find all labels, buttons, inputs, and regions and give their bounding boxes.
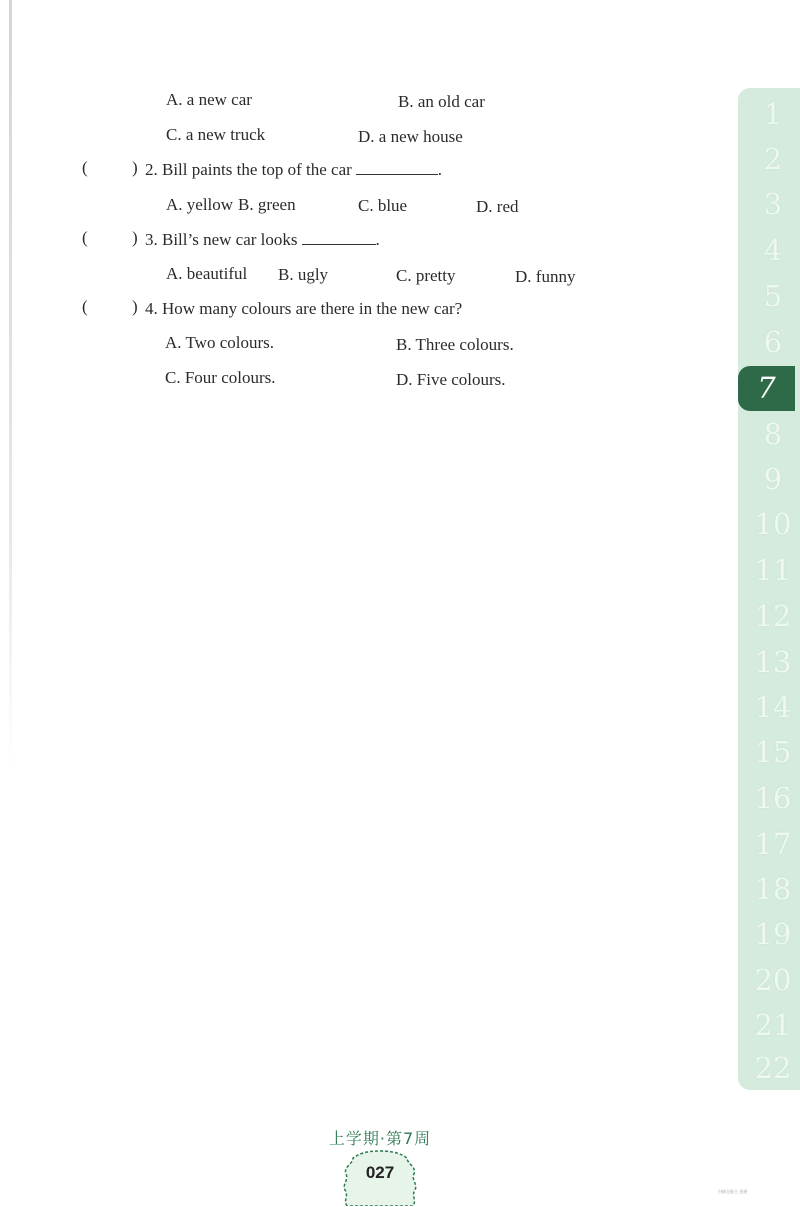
week-tab-2[interactable]: 2 (763, 142, 783, 176)
week-tab-15[interactable]: 15 (754, 735, 792, 769)
q1-option-d: D. a new house (358, 127, 463, 146)
q2-option-b: B. green (238, 195, 296, 214)
q2-option-d: D. red (476, 197, 519, 216)
week-tab-strip (738, 88, 800, 1090)
week-tab-4[interactable]: 4 (763, 233, 783, 267)
q1-option-b: B. an old car (398, 92, 485, 111)
q3-stem-text: 3. Bill’s new car looks (145, 230, 298, 249)
week-tab-21[interactable]: 21 (754, 1008, 792, 1042)
week-tab-9[interactable]: 9 (763, 462, 783, 496)
week-tab-17[interactable]: 17 (754, 827, 792, 861)
q2-stem-end: . (437, 160, 443, 179)
q3-stem-end: . (375, 230, 380, 249)
week-tab-7-active[interactable]: 7 (738, 366, 795, 411)
q2-stem (145, 159, 442, 181)
week-tab-11[interactable]: 11 (754, 553, 792, 587)
q2-answer-paren-open: ( (82, 158, 88, 177)
week-tab-14[interactable]: 14 (754, 690, 792, 724)
week-tab-22[interactable]: 22 (754, 1051, 792, 1085)
q2-answer-paren-close: ) (132, 158, 138, 177)
week-tab-18[interactable]: 18 (754, 872, 792, 906)
week-tab-10[interactable]: 10 (754, 507, 792, 541)
page-spine-shadow (9, 0, 12, 770)
q3-answer-paren-open: ( (82, 228, 88, 247)
q3-answer-paren-close: ) (132, 228, 138, 247)
q3-option-b: B. ugly (278, 265, 329, 284)
q3-option-a: A. beautiful (166, 264, 248, 283)
week-tab-1[interactable]: 1 (763, 97, 783, 131)
week-tab-12[interactable]: 12 (754, 599, 792, 633)
week-tab-16[interactable]: 16 (754, 781, 792, 815)
q4-option-b: B. Three colours. (396, 335, 514, 354)
q1-option-a: A. a new car (166, 90, 252, 109)
q2-stem-text: 2. Bill paints the top of the car (145, 160, 352, 179)
q3-option-d: D. funny (515, 267, 576, 286)
q3-answer-blank (302, 230, 376, 245)
week-tab-3[interactable]: 3 (763, 187, 783, 221)
footer-week-title: 上学期·第7周 (328, 1129, 432, 1148)
q4-answer-paren-open: ( (82, 297, 88, 316)
q4-answer-paren-close: ) (132, 297, 138, 316)
q3-option-c: C. pretty (396, 266, 456, 285)
week-tab-6[interactable]: 6 (763, 325, 783, 359)
q4-option-c: C. Four colours. (165, 368, 276, 387)
week-tab-5[interactable]: 5 (763, 279, 783, 313)
q3-stem (145, 229, 380, 251)
q2-option-c: C. blue (358, 196, 408, 215)
q4-option-a: A. Two colours. (165, 333, 274, 352)
q4-stem: 4. How many colours are there in the new car? (145, 299, 463, 318)
week-tab-8[interactable]: 8 (763, 417, 783, 451)
q4-option-d: D. Five colours. (396, 370, 506, 389)
scan-watermark-note: 扫描全能王 创建 (718, 1189, 748, 1194)
page-number: 027 (365, 1163, 395, 1182)
week-tab-13[interactable]: 13 (754, 645, 792, 679)
q2-answer-blank (356, 160, 438, 175)
week-tab-20[interactable]: 20 (754, 963, 792, 997)
week-tab-19[interactable]: 19 (754, 917, 792, 951)
q1-option-c: C. a new truck (166, 125, 266, 144)
q2-option-a: A. yellow (166, 195, 234, 214)
